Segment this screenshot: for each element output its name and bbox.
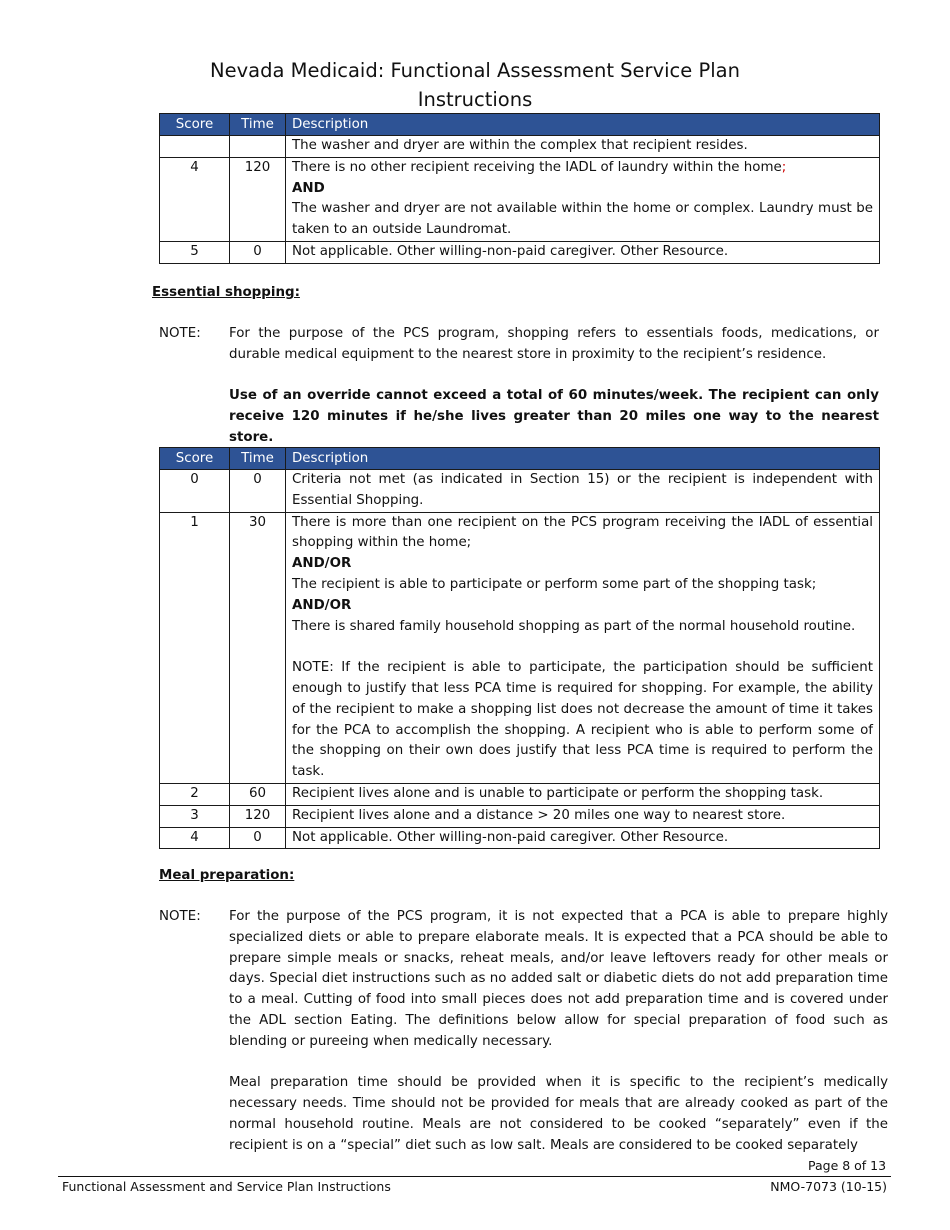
meal-preparation-note-text — [229, 907, 888, 1157]
description-semicolon: ; — [781, 159, 787, 175]
time-cell: 120 — [230, 805, 286, 827]
essential-shopping-table — [159, 447, 880, 849]
time-cell: 0 — [230, 827, 286, 849]
document-title-line-2: Instructions — [417, 88, 533, 111]
description-line — [292, 158, 873, 179]
description-text: There is more than one recipient on the PCS program receiving the IADL of essential shopping within the home; — [292, 514, 873, 551]
page-number: Page 8 of 13 — [808, 1158, 887, 1173]
note-paragraph: Meal preparation time should be provided when it is specific to the recipient’s medically necessary needs. Time should not be provided for meals that are already cooked as part of the normal household routine. Meals are not considered to be cooked “separately” even if the recipient is on a “special” diet such as low salt. Meals are considered to be cooked separately — [229, 1075, 888, 1153]
essential-shopping-heading: Essential shopping: — [152, 285, 300, 300]
document-title-line-1: Nevada Medicaid: Functional Assessment Service Plan — [210, 59, 740, 82]
header-time: Time — [230, 114, 286, 136]
table-row — [160, 470, 880, 513]
and-or-connector: AND/OR — [292, 556, 352, 572]
description-cell: The washer and dryer are within the complex that recipient resides. — [286, 136, 880, 158]
table-row — [160, 512, 880, 783]
description-cell — [286, 512, 880, 783]
header-time: Time — [230, 448, 286, 470]
description-cell: Not applicable. Other willing-non-paid caregiver. Other Resource. — [286, 827, 880, 849]
header-score: Score — [160, 448, 230, 470]
meal-preparation-heading: Meal preparation: — [159, 868, 295, 883]
score-cell: 4 — [160, 157, 230, 241]
header-description: Description — [286, 448, 880, 470]
essential-shopping-note-text — [229, 324, 879, 449]
description-cell: Recipient lives alone and a distance > 20 miles one way to nearest store. — [286, 805, 880, 827]
table-row — [160, 827, 880, 849]
description-text: The washer and dryer are not available within the home or complex. Laundry must be taken to an outside Laundromat. — [292, 201, 873, 238]
note-paragraph: For the purpose of the PCS program, shopping refers to essentials foods, medications, or durable medical equipment to the nearest store in proximity to the recipient’s residence. — [229, 326, 879, 362]
time-cell: 30 — [230, 512, 286, 783]
description-cell — [286, 157, 880, 241]
footer-form-number: NMO-7073 (10-15) — [770, 1179, 887, 1194]
footer-document-name: Functional Assessment and Service Plan Instructions — [62, 1179, 391, 1194]
header-description: Description — [286, 114, 880, 136]
score-cell: 1 — [160, 512, 230, 783]
time-cell: 60 — [230, 783, 286, 805]
and-connector: AND — [292, 180, 325, 196]
score-cell: 4 — [160, 827, 230, 849]
footer-divider — [58, 1176, 891, 1177]
table-header-row — [160, 448, 880, 470]
essential-shopping-note-label: NOTE: — [159, 326, 201, 341]
time-cell: 0 — [230, 470, 286, 513]
table-header-row — [160, 114, 880, 136]
time-cell — [230, 136, 286, 158]
note-paragraph: For the purpose of the PCS program, it is not expected that a PCA is able to prepare highly specialized diets or able to prepare elaborate meals. It is expected that a PCA should be able to prepare simple meals or snacks, reheat meals, and/or leave leftovers ready for other meals or days. Special diet instructions such as no added salt or diabetic diets do not add preparation time to a meal. Cutting of food into small pieces does not add preparation time and is covered under the ADL section Eating. The definitions below allow for special preparation of food such as blending or pureeing when medically necessary. — [229, 909, 888, 1049]
time-cell: 0 — [230, 241, 286, 263]
table-row — [160, 136, 880, 158]
score-cell: 0 — [160, 470, 230, 513]
table-row — [160, 783, 880, 805]
override-rule: Use of an override cannot exceed a total of 60 minutes/week. The recipient can only receive 120 minutes if he/she lives greater than 20 miles one way to the nearest store. — [229, 388, 879, 445]
and-or-connector: AND/OR — [292, 597, 352, 613]
table-row — [160, 157, 880, 241]
score-cell: 3 — [160, 805, 230, 827]
header-score: Score — [160, 114, 230, 136]
table-row — [160, 241, 880, 263]
score-cell: 2 — [160, 783, 230, 805]
time-cell: 120 — [230, 157, 286, 241]
description-text: The recipient is able to participate or perform some part of the shopping task; — [292, 576, 817, 592]
description-text: There is no other recipient receiving the IADL of laundry within the home — [292, 159, 782, 175]
table-row — [160, 805, 880, 827]
description-note: NOTE: If the recipient is able to participate, the participation should be sufficient enough to justify that less PCA time is required for shopping. For example, the ability of the recipient to make a shopping list does not decrease the amount of time it takes for the PCA to accomplish the shopping. A recipient who is able to perform some of the shopping on their own does justify that less PCA time is required to perform the task. — [292, 660, 873, 780]
description-cell: Criteria not met (as indicated in Section 15) or the recipient is independent with Essential Shopping. — [286, 470, 880, 513]
meal-preparation-note-label: NOTE: — [159, 909, 201, 924]
description-text: There is shared family household shopping as part of the normal household routine. — [292, 618, 856, 634]
score-cell: 5 — [160, 241, 230, 263]
description-cell: Recipient lives alone and is unable to participate or perform the shopping task. — [286, 783, 880, 805]
description-cell: Not applicable. Other willing-non-paid caregiver. Other Resource. — [286, 241, 880, 263]
document-title — [160, 56, 790, 114]
score-cell — [160, 136, 230, 158]
laundry-table — [159, 113, 880, 264]
